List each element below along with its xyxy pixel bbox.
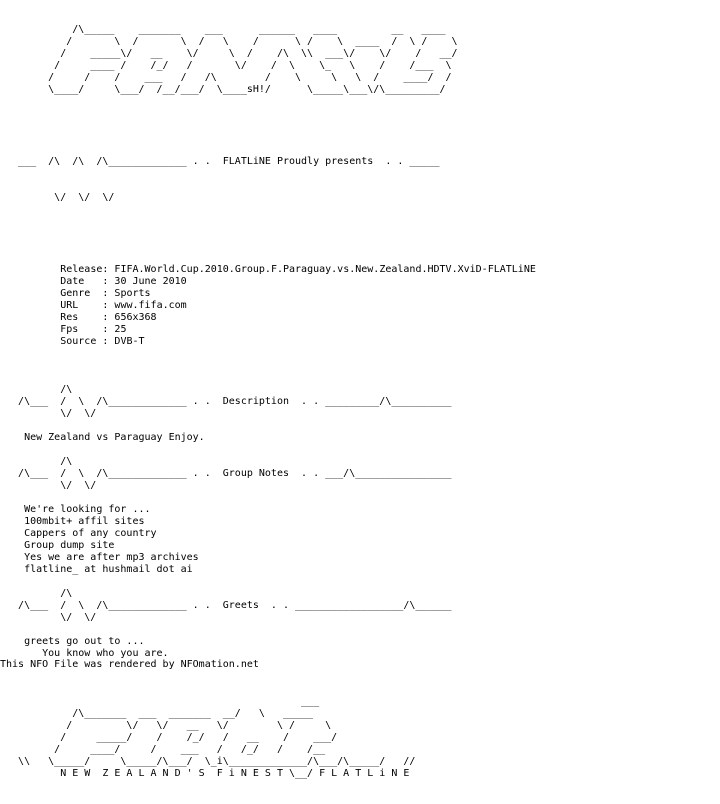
blank-line [0, 576, 720, 588]
info-separator: : [102, 336, 115, 347]
flatline-logo-top [0, 24, 720, 96]
logo-art-line: \____/ \___/ /__/___/ \____sH!/ \_____\___\/\_________/ [0, 84, 446, 95]
info-label: Date [60, 276, 103, 287]
info-indent [0, 312, 60, 323]
info-value: 656x368 [114, 312, 157, 323]
info-label: URL [60, 300, 103, 311]
release-banner-under: \/ \/ \/ [0, 192, 115, 203]
info-indent [0, 324, 60, 335]
section-deco-bottom: \/ \/ [0, 612, 97, 623]
section-text-line: We're looking for ... [0, 504, 151, 515]
release-info [0, 264, 720, 360]
info-indent [0, 336, 60, 347]
info-label: Source [60, 336, 103, 347]
section-deco-top: /\ [0, 588, 73, 599]
footer-credit: This NFO File was rendered by NFOmation.net [0, 659, 259, 670]
section-text-line: New Zealand vs Paraguay Enjoy. [0, 432, 205, 443]
logo-art-line: / / / ___ / /\ / \ \ \ / ____/ / [0, 72, 452, 83]
logo-art-line: / ____/ / ___ / /_/ / /__ [0, 744, 326, 755]
info-row [0, 300, 720, 312]
info-value: DVB-T [114, 336, 145, 347]
section-text-line: You know who you are. [0, 648, 169, 659]
info-label: Release [60, 264, 103, 275]
info-value: FIFA.World.Cup.2010.Group.F.Paraguay.vs.New.Zealand.HDTV.XviD-FLATLiNE [114, 264, 536, 275]
logo-art-line: / _____/ / /_/ / __ / ___/ [0, 732, 338, 743]
section-deco-bottom: \/ \/ [0, 480, 97, 491]
section-text-line: 100mbit+ affil sites [0, 516, 145, 527]
logo-art-line: \\ \_____/ \_____/\___/ \_i\_____________/\___/\_____/ // [0, 756, 416, 767]
info-value: www.fifa.com [114, 300, 187, 311]
info-row [0, 288, 720, 300]
section-deco-bottom: \/ \/ [0, 408, 97, 419]
flatline-logo-bottom [0, 696, 720, 780]
section-header: /\___ / \ /\_____________ . . Greets . . __________________/\______ [0, 600, 452, 611]
blank-line [0, 444, 720, 456]
section-header: /\___ / \ /\_____________ . . Group Notes . . ___/\________________ [0, 468, 452, 479]
nfo-sections [0, 384, 720, 672]
info-row [0, 312, 720, 324]
logo-art-line: / \ / \ / \ / \ / \ ____ / \ / \ [0, 36, 458, 47]
section-deco-top: /\ [0, 456, 73, 467]
info-separator: : [102, 288, 115, 299]
section-text-line: flatline_ at hushmail dot ai [0, 564, 193, 575]
logo-art-line: / \/ \/ __ \/ \ / \ [0, 720, 332, 731]
info-indent [0, 300, 60, 311]
blank-line [0, 348, 720, 360]
info-separator: : [102, 324, 115, 335]
section-text-line: Cappers of any country [0, 528, 157, 539]
blank-line [0, 120, 720, 132]
info-separator: : [102, 300, 115, 311]
blank-line [0, 420, 720, 432]
section-deco-top: /\ [0, 384, 73, 395]
info-indent [0, 288, 60, 299]
info-label: Genre [60, 288, 103, 299]
info-separator: : [102, 276, 115, 287]
info-row [0, 264, 720, 276]
info-value: Sports [114, 288, 151, 299]
info-value: 30 June 2010 [114, 276, 187, 287]
logo-art-line: /\_______ ___ _______ __/ \ _____ [0, 708, 314, 719]
blank-line [0, 624, 720, 636]
info-indent [0, 276, 60, 287]
section-text-line: Yes we are after mp3 archives [0, 552, 199, 563]
blank-line [0, 492, 720, 504]
blank-line [0, 228, 720, 240]
logo-art-line: / ____ / /_/ / \/ / \ \_ \ / /___ \ [0, 60, 452, 71]
info-separator: : [102, 264, 115, 275]
logo-art-line: N E W Z E A L A N D ' S F i N E S T \__/ F L A T L i N E [0, 768, 410, 779]
section-header: /\___ / \ /\_____________ . . Description . . _________/\__________ [0, 396, 452, 407]
info-value: 25 [114, 324, 127, 335]
logo-art-line: ___ [0, 696, 320, 707]
release-banner: ___ /\ /\ /\_____________ . . FLATLiNE Proudly presents . . _____ [0, 156, 440, 167]
logo-art-line: / _____\/ __ \/ \ / /\ \\ ___\/ \/ / __/ [0, 48, 458, 59]
section-text-line: Group dump site [0, 540, 115, 551]
info-label: Fps [60, 324, 103, 335]
section-text-line: greets go out to ... [0, 636, 145, 647]
logo-art-line: /\_____ _______ ___ ______ ____ __ ____ [0, 24, 446, 35]
info-separator: : [102, 312, 115, 323]
info-label: Res [60, 312, 103, 323]
info-row [0, 336, 720, 348]
info-row [0, 324, 720, 336]
info-indent [0, 264, 60, 275]
info-row [0, 276, 720, 288]
